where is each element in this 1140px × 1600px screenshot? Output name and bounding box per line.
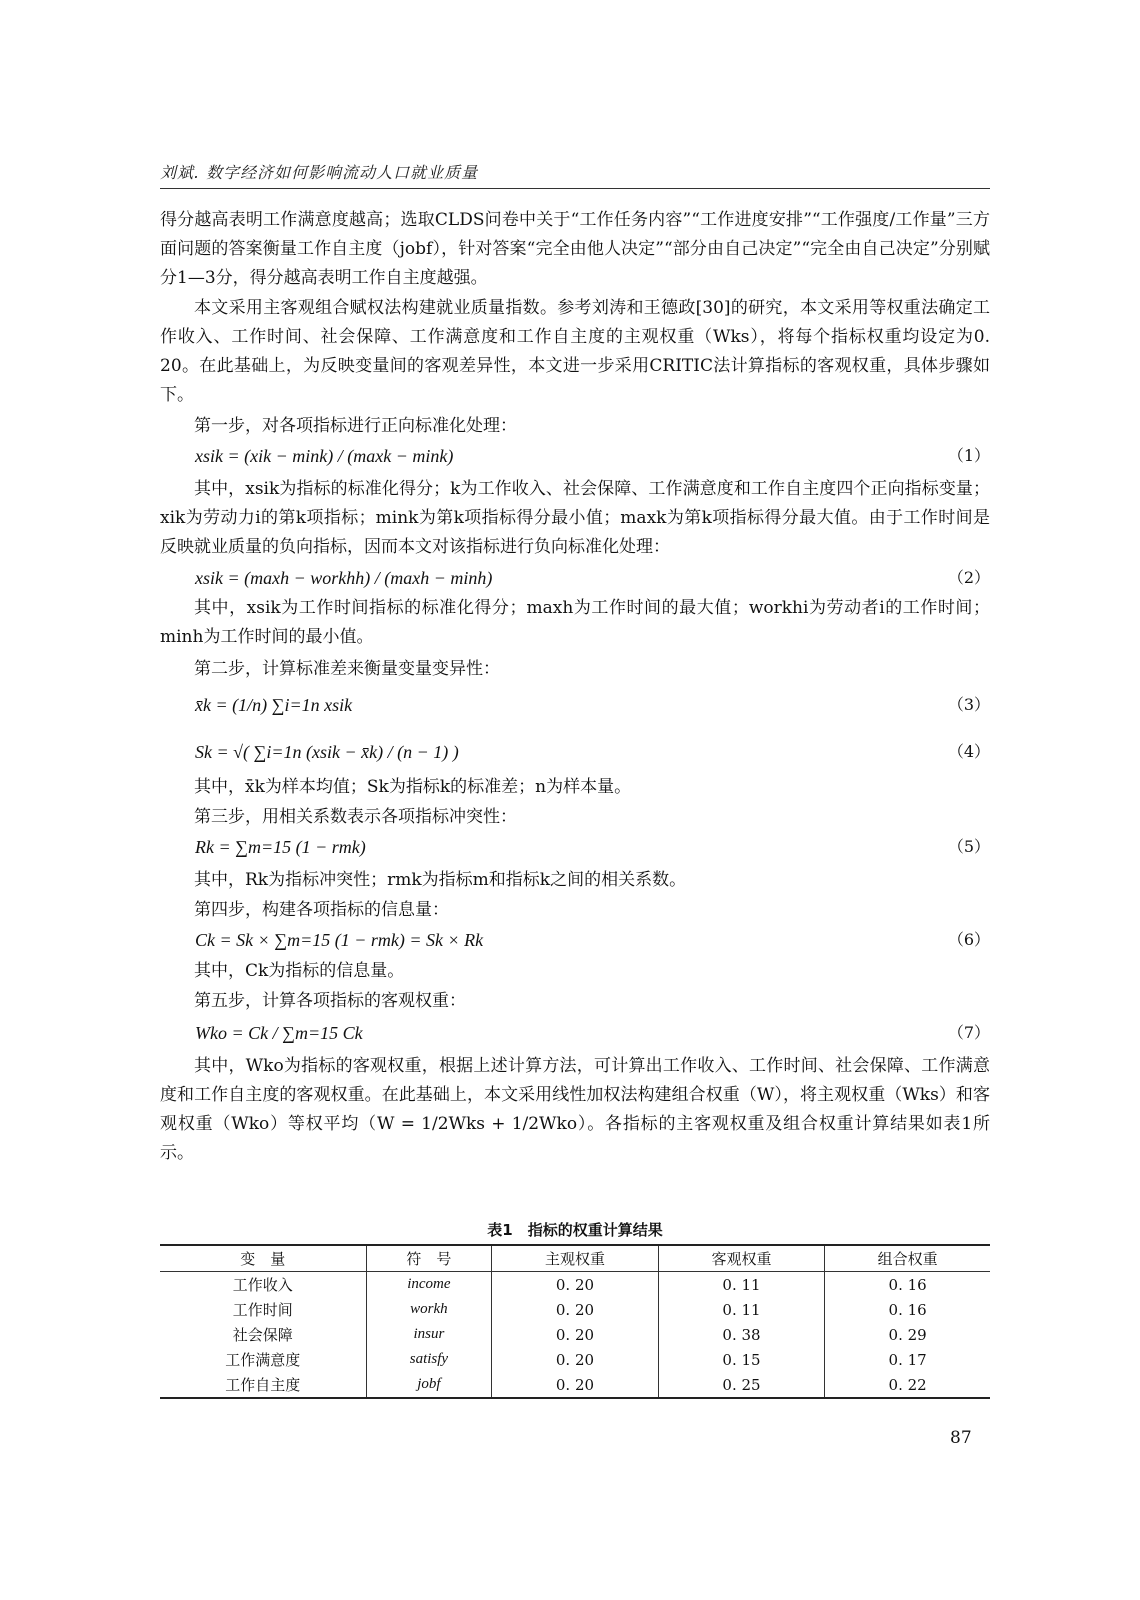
- equation-7-number: （7）: [947, 1023, 990, 1042]
- cell-symbol: satisfy: [366, 1347, 492, 1372]
- step-three: 第三步，用相关系数表示各项指标冲突性：: [194, 807, 517, 827]
- cell-combined-weight: 0. 16: [825, 1272, 990, 1298]
- cell-variable: 工作满意度: [160, 1347, 366, 1372]
- equation-6-expr: Ck = Sk × ∑m=15 (1 − rmk) = Sk × Rk: [195, 930, 484, 950]
- table-row: [160, 1297, 990, 1322]
- column-header-subjective-weight: 主观权重: [492, 1245, 659, 1272]
- cell-combined-weight: 0. 16: [825, 1297, 990, 1322]
- equation-4-expr: Sk = √( ∑i=1n (xsik − x̄k) / (n − 1) ): [195, 742, 459, 762]
- equation-3-number: （3）: [947, 695, 990, 714]
- header-rule: [160, 188, 990, 189]
- paragraph-step-one-explain: 其中，xsik为指标的标准化得分；k为工作收入、社会保障、工作满意度和工作自主度四个正向指标变量；xik为劳动力i的第k项指标；mink为第k项指标得分最小值；maxk为第k项指标得分最大值。由于工作时间是反映就业质量的负向指标，因而本文对该指标进行负向标准化处理：: [160, 479, 990, 557]
- cell-symbol: workh: [366, 1297, 492, 1322]
- equation-5-number: （5）: [947, 837, 990, 856]
- cell-subjective-weight: 0. 20: [492, 1322, 659, 1347]
- table-header-row: [160, 1245, 990, 1272]
- cell-objective-weight: 0. 11: [658, 1297, 825, 1322]
- paragraph-combined-weight: 其中，Wko为指标的客观权重，根据上述计算方法，可计算出工作收入、工作时间、社会保障、工作满意度和工作自主度的客观权重。在此基础上，本文采用线性加权法构建组合权重（W），将主观权重（Wks）和客观权重（Wko）等权平均（W = 1/2Wks + 1/2Wko）。各指标的主客观权重及组合权重计算结果如表1所示。: [160, 1056, 990, 1163]
- paragraph-step-two-explain: 其中，x̄k为样本均值；Sk为指标k的标准差；n为样本量。: [194, 777, 632, 797]
- cell-symbol: jobf: [366, 1372, 492, 1398]
- cell-objective-weight: 0. 25: [658, 1372, 825, 1398]
- paragraph-job-autonomy: 得分越高表明工作满意度越高；选取CLDS问卷中关于“工作任务内容”“工作进度安排”“工作强度/工作量”三方面问题的答案衡量工作自主度（jobf），针对答案“完全由他人决定”“部分由自己决定”“完全由自己决定”分别赋分1—3分，得分越高表明工作自主度越强。: [160, 210, 990, 288]
- cell-combined-weight: 0. 29: [825, 1322, 990, 1347]
- cell-symbol: insur: [366, 1322, 492, 1347]
- paragraph-working-time-explain: 其中，xsik为工作时间指标的标准化得分；maxh为工作时间的最大值；workhi为劳动者i的工作时间；minh为工作时间的最小值。: [160, 598, 990, 647]
- step-four: 第四步，构建各项指标的信息量：: [194, 900, 449, 920]
- cell-variable: 工作收入: [160, 1272, 366, 1298]
- cell-subjective-weight: 0. 20: [492, 1272, 659, 1298]
- table-caption: 表1 指标的权重计算结果: [487, 1221, 663, 1239]
- table-row: [160, 1372, 990, 1398]
- paragraph-weighting-method: 本文采用主客观组合赋权法构建就业质量指数。参考刘涛和王德政[30]的研究，本文采用等权重法确定工作收入、工作时间、社会保障、工作满意度和工作自主度的主观权重（Wks），将每个指标权重均设定为0. 20。在此基础上，为反映变量间的客观差异性，本文进一步采用CRITIC法计算指标的客观权重，具体步骤如下。: [160, 298, 990, 405]
- cell-symbol: income: [366, 1272, 492, 1298]
- cell-objective-weight: 0. 11: [658, 1272, 825, 1298]
- table-row: [160, 1347, 990, 1372]
- cell-objective-weight: 0. 38: [658, 1322, 825, 1347]
- equation-6-number: （6）: [947, 930, 990, 949]
- equation-1-number: （1）: [947, 446, 990, 465]
- cell-objective-weight: 0. 15: [658, 1347, 825, 1372]
- cell-variable: 工作时间: [160, 1297, 366, 1322]
- column-header-variable: 变 量: [160, 1245, 366, 1272]
- cell-combined-weight: 0. 22: [825, 1372, 990, 1398]
- cell-subjective-weight: 0. 20: [492, 1347, 659, 1372]
- cell-subjective-weight: 0. 20: [492, 1372, 659, 1398]
- equation-1: [195, 441, 990, 471]
- equation-3: [195, 690, 990, 720]
- equation-3-expr: x̄k = (1/n) ∑i=1n xsik: [195, 695, 353, 715]
- weight-results-table: [160, 1244, 990, 1399]
- paragraph-step-three-explain: 其中，Rk为指标冲突性；rmk为指标m和指标k之间的相关系数。: [194, 870, 687, 890]
- cell-combined-weight: 0. 17: [825, 1347, 990, 1372]
- cell-variable: 工作自主度: [160, 1372, 366, 1398]
- cell-variable: 社会保障: [160, 1322, 366, 1347]
- paragraph-step-four-explain: 其中，Ck为指标的信息量。: [194, 961, 405, 981]
- equation-2-expr: xsik = (maxh − workhh) / (maxh − minh): [195, 568, 493, 588]
- step-one: 第一步，对各项指标进行正向标准化处理：: [194, 416, 517, 436]
- column-header-symbol: 符 号: [366, 1245, 492, 1272]
- equation-2: [195, 563, 990, 593]
- equation-5-expr: Rk = ∑m=15 (1 − rmk): [195, 837, 366, 857]
- step-two: 第二步，计算标准差来衡量变量变异性：: [194, 659, 500, 679]
- equation-7-expr: Wko = Ck / ∑m=15 Ck: [195, 1023, 363, 1043]
- table-row: [160, 1272, 990, 1298]
- column-header-objective-weight: 客观权重: [658, 1245, 825, 1272]
- page-number: 87: [950, 1428, 972, 1448]
- equation-4-number: （4）: [947, 742, 990, 761]
- equation-5: [195, 832, 990, 862]
- equation-1-expr: xsik = (xik − mink) / (maxk − mink): [195, 446, 454, 466]
- equation-4: [195, 737, 990, 767]
- cell-subjective-weight: 0. 20: [492, 1297, 659, 1322]
- step-five: 第五步，计算各项指标的客观权重：: [194, 991, 466, 1011]
- equation-7: [195, 1018, 990, 1048]
- equation-2-number: （2）: [947, 568, 990, 587]
- equation-6: [195, 925, 990, 955]
- column-header-combined-weight: 组合权重: [825, 1245, 990, 1272]
- running-header: 刘斌. 数字经济如何影响流动人口就业质量: [160, 163, 479, 182]
- table-row: [160, 1322, 990, 1347]
